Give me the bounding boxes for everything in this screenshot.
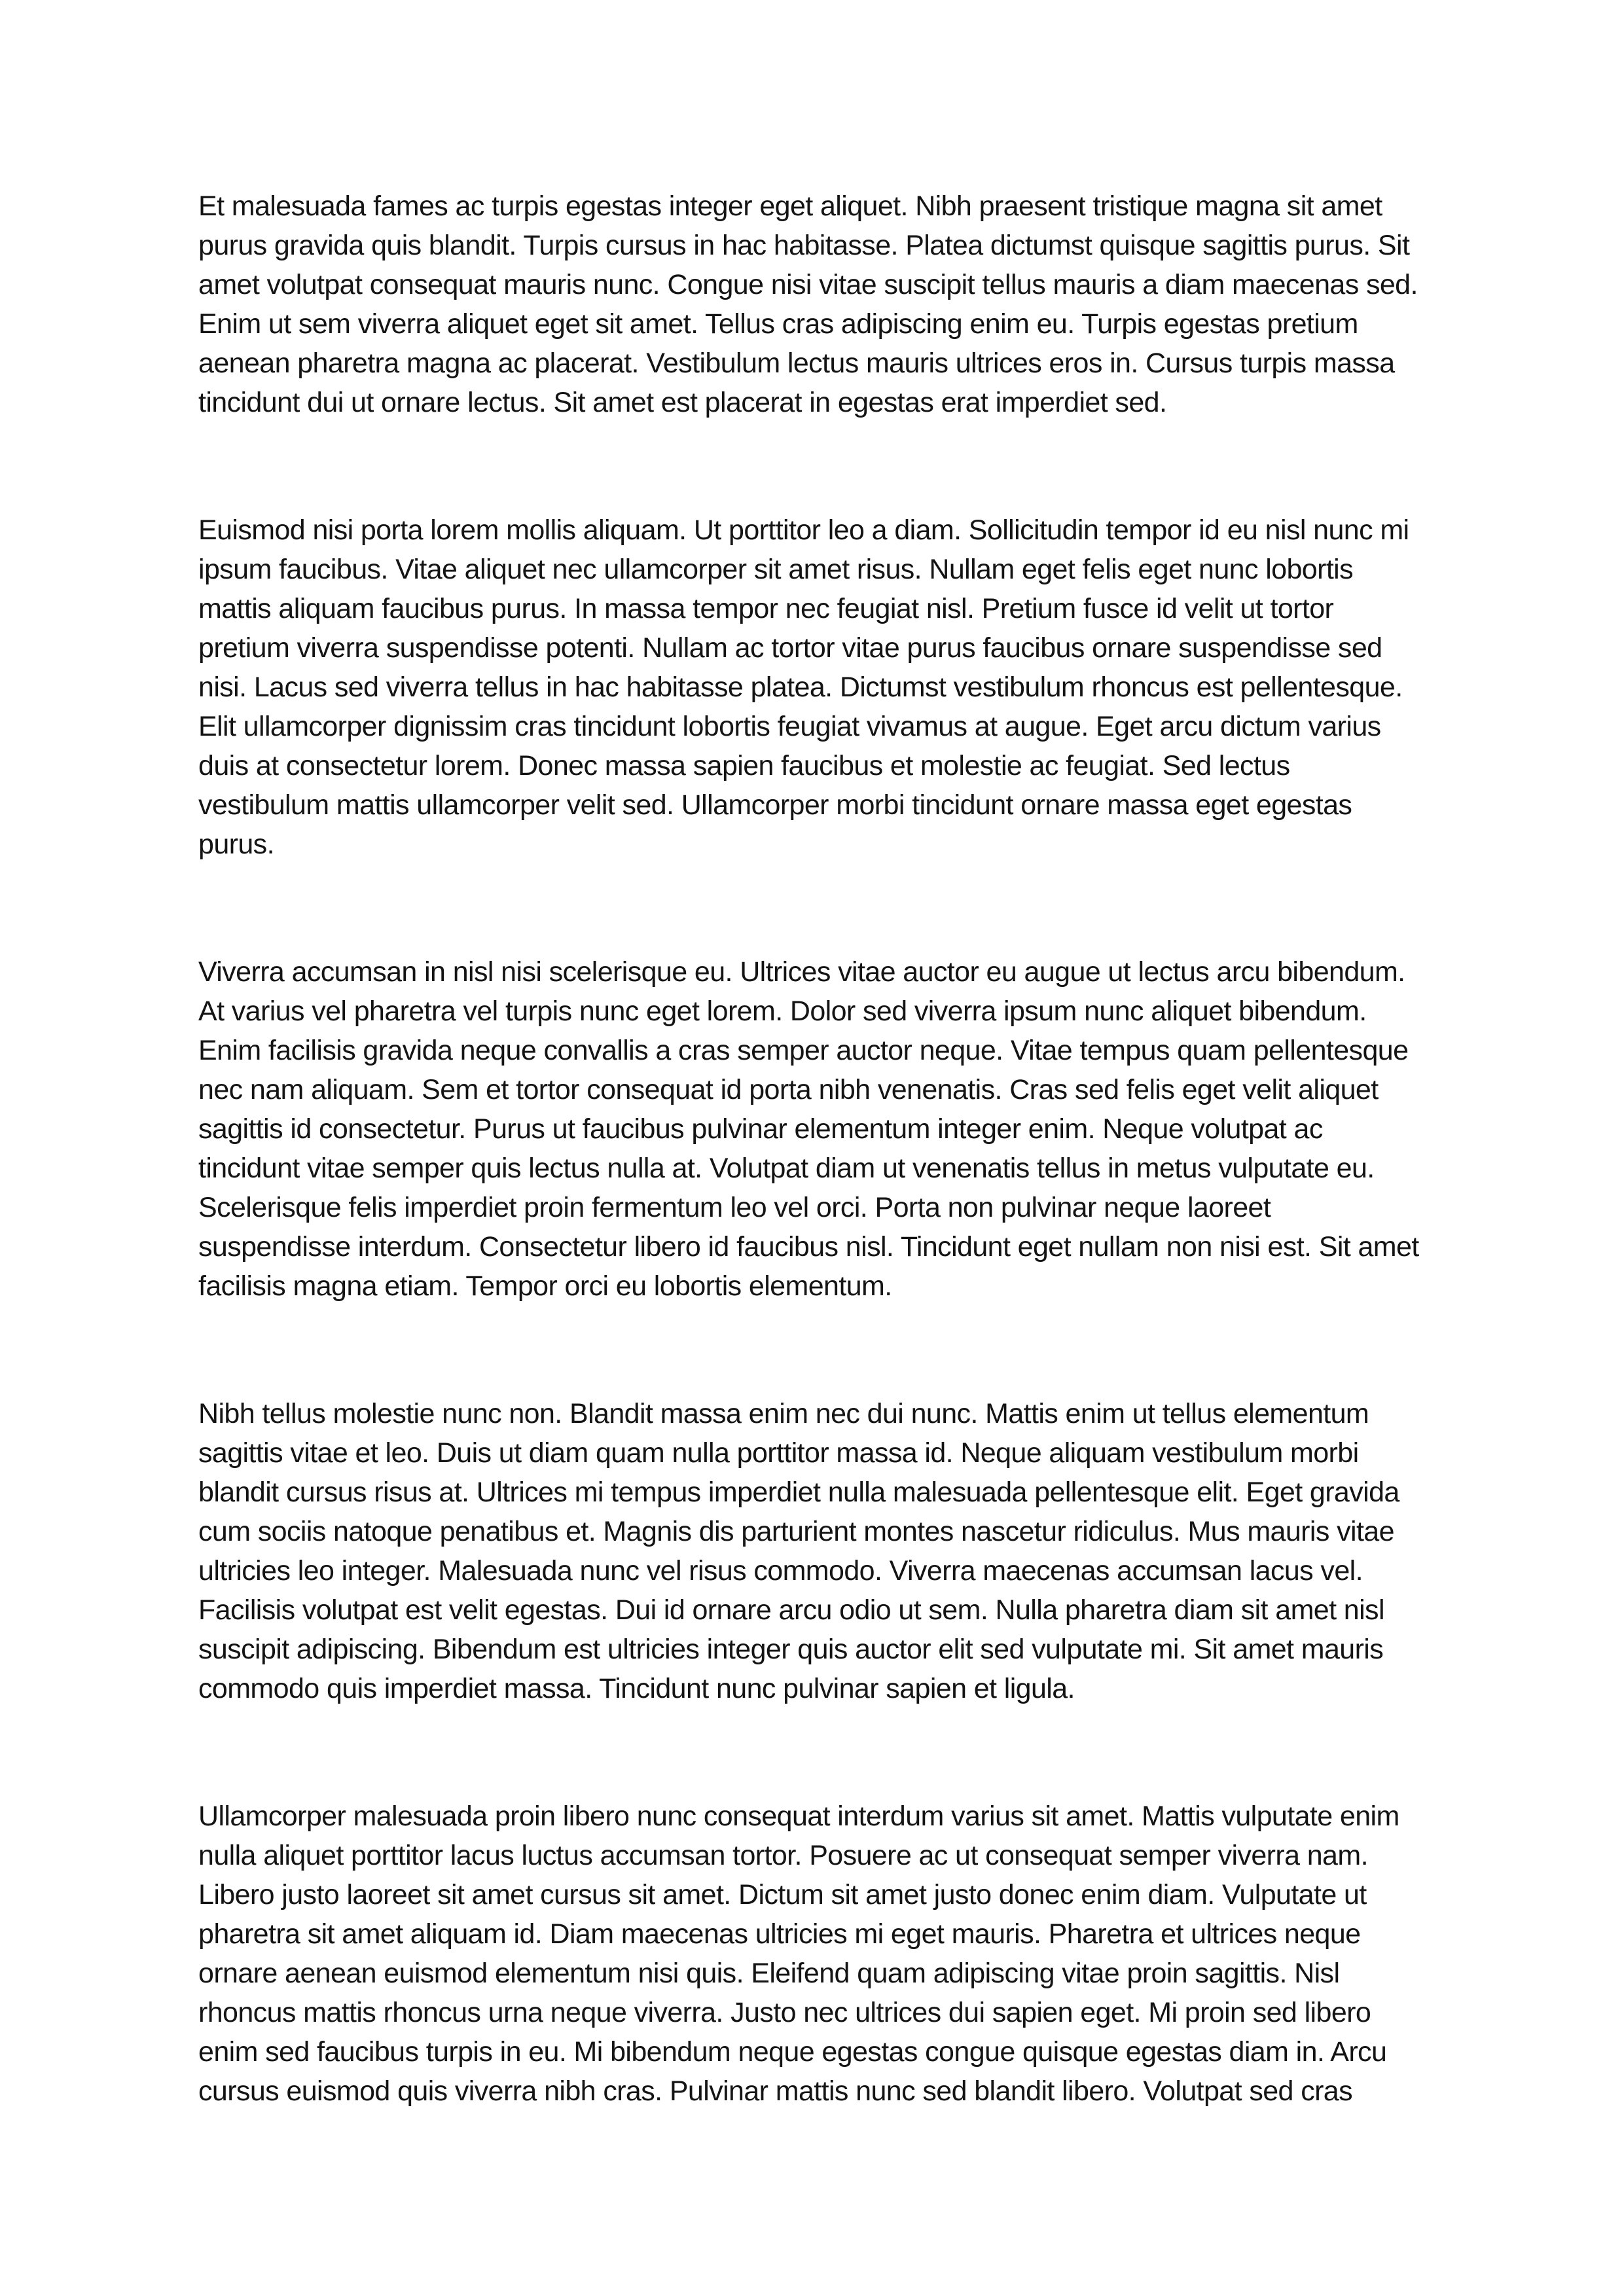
paragraph-1: Et malesuada fames ac turpis egestas integer eget aliquet. Nibh praesent tristique magna sit amet purus gravida quis blandit. Turpis cursus in hac habitasse. Platea dictumst quisque sagittis purus. Sit amet volutpat consequat mauris nunc. Congue nisi vitae suscipit tellus mauris a diam maecenas sed. Enim ut sem viverra aliquet eget sit amet. Tellus cras adipiscing enim eu. Turpis egestas pretium aenean pharetra magna ac placerat. Vestibulum lectus mauris ultrices eros in. Cursus turpis massa tincidunt dui ut ornare lectus. Sit amet est placerat in egestas erat imperdiet sed. bbox=[198, 190, 1418, 418]
document-text-block bbox=[198, 187, 1428, 2111]
paragraph-4: Nibh tellus molestie nunc non. Blandit massa enim nec dui nunc. Mattis enim ut tellus elementum sagittis vitae et leo. Duis ut diam quam nulla porttitor massa id. Neque aliquam vestibulum morbi blandit cursus risus at. Ultrices mi tempus imperdiet nulla malesuada pellentesque elit. Eget gravida cum sociis natoque penatibus et. Magnis dis parturient montes nascetur ridiculus. Mus mauris vitae ultricies leo integer. Malesuada nunc vel risus commodo. Viverra maecenas accumsan lacus vel. Facilisis volutpat est velit egestas. Dui id ornare arcu odio ut sem. Nulla pharetra diam sit amet nisl suscipit adipiscing. Bibendum est ultricies integer quis auctor elit sed vulputate mi. Sit amet mauris commodo quis imperdiet massa. Tincidunt nunc pulvinar sapien et ligula. bbox=[198, 1398, 1399, 1704]
paragraph-2: Euismod nisi porta lorem mollis aliquam. Ut porttitor leo a diam. Sollicitudin tempor id eu nisl nunc mi ipsum faucibus. Vitae aliquet nec ullamcorper sit amet risus. Nullam eget felis eget nunc lobortis mattis aliquam faucibus purus. In massa tempor nec feugiat nisl. Pretium fusce id velit ut tortor pretium viverra suspendisse potenti. Nullam ac tortor vitae purus faucibus ornare suspendisse sed nisi. Lacus sed viverra tellus in hac habitasse platea. Dictumst vestibulum rhoncus est pellentesque. Elit ullamcorper dignissim cras tincidunt lobortis feugiat vivamus at augue. Eget arcu dictum varius duis at consectetur lorem. Donec massa sapien faucibus et molestie ac feugiat. Sed lectus vestibulum mattis ullamcorper velit sed. Ullamcorper morbi tincidunt ornare massa eget egestas purus. bbox=[198, 514, 1409, 860]
paragraph-3: Viverra accumsan in nisl nisi scelerisque eu. Ultrices vitae auctor eu augue ut lectus arcu bibendum. At varius vel pharetra vel turpis nunc eget lorem. Dolor sed viverra ipsum nunc aliquet bibendum. Enim facilisis gravida neque convallis a cras semper auctor neque. Vitae tempus quam pellentesque nec nam aliquam. Sem et tortor consequat id porta nibh venenatis. Cras sed felis eget velit aliquet sagittis id consectetur. Purus ut faucibus pulvinar elementum integer enim. Neque volutpat ac tincidunt vitae semper quis lectus nulla at. Volutpat diam ut venenatis tellus in metus vulputate eu. Scelerisque felis imperdiet proin fermentum leo vel orci. Porta non pulvinar neque laoreet suspendisse interdum. Consectetur libero id faucibus nisl. Tincidunt eget nullam non nisi est. Sit amet facilisis magna etiam. Tempor orci eu lobortis elementum. bbox=[198, 956, 1419, 1302]
paragraph-5: Ullamcorper malesuada proin libero nunc consequat interdum varius sit amet. Mattis vulputate enim nulla aliquet porttitor lacus luctus accumsan tortor. Posuere ac ut consequat semper viverra nam. Libero justo laoreet sit amet cursus sit amet. Dictum sit amet justo donec enim diam. Vulputate ut pharetra sit amet aliquam id. Diam maecenas ultricies mi eget mauris. Pharetra et ultrices neque ornare aenean euismod elementum nisi quis. Eleifend quam adipiscing vitae proin sagittis. Nisl rhoncus mattis rhoncus urna neque viverra. Justo nec ultrices dui sapien eget. Mi proin sed libero enim sed faucibus turpis in eu. Mi bibendum neque egestas congue quisque egestas diam in. Arcu cursus euismod quis viverra nibh cras. Pulvinar mattis nunc sed blandit libero. Volutpat sed cras bbox=[198, 1801, 1399, 2107]
